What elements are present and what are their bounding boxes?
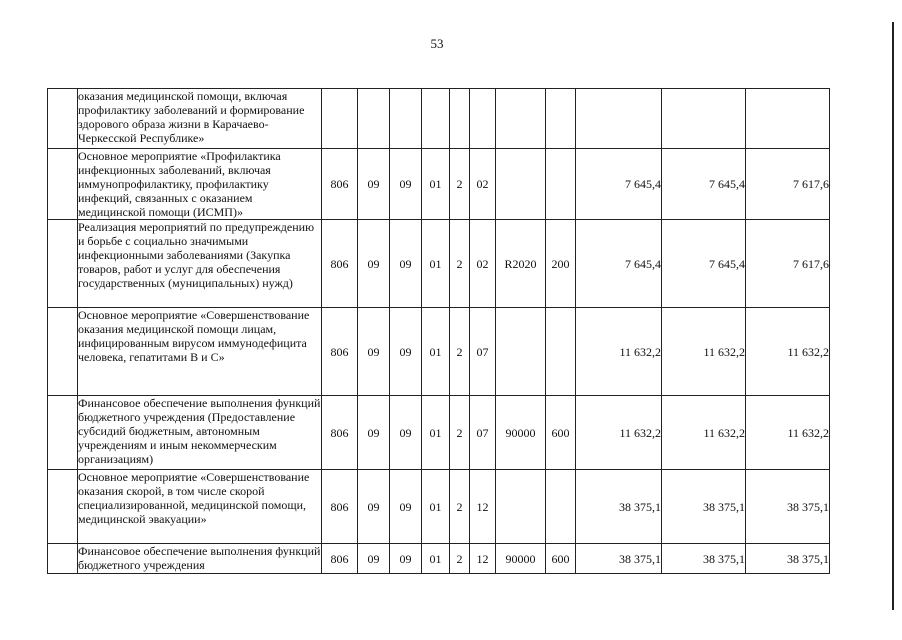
table-row — [48, 308, 830, 396]
amount-cell-v3: 7 617,6 — [746, 220, 830, 308]
code-cell-c1: 806 — [322, 308, 358, 396]
code-cell-c2 — [358, 89, 390, 149]
amount-cell-v3: 11 632,2 — [746, 308, 830, 396]
code-cell-c4 — [422, 89, 450, 149]
code-cell-c8: 200 — [546, 220, 576, 308]
amount-cell-v2: 11 632,2 — [662, 308, 746, 396]
code-cell-c7: R2020 — [496, 220, 546, 308]
row-name-cell: Основное мероприятие «Профилактика инфекционных заболеваний, включая иммунопрофилактику, профилактику инфекций, связанных с оказанием медицинской помощи (ИСМП)» — [78, 149, 322, 220]
amount-cell-v1: 38 375,1 — [576, 544, 662, 574]
code-cell-c7: 90000 — [496, 396, 546, 470]
code-cell-c2: 09 — [358, 149, 390, 220]
row-name-cell: Основное мероприятие «Совершенствование оказания медицинской помощи лицам, инфицированным вирусом иммунодефицита человека, гепатитами В и С» — [78, 308, 322, 396]
amount-cell-v1: 11 632,2 — [576, 308, 662, 396]
code-cell-c3: 09 — [390, 470, 422, 544]
code-cell-c2: 09 — [358, 470, 390, 544]
code-cell-c1: 806 — [322, 149, 358, 220]
blank-cell — [48, 220, 78, 308]
code-cell-c1: 806 — [322, 470, 358, 544]
code-cell-c4: 01 — [422, 149, 450, 220]
blank-cell — [48, 396, 78, 470]
row-name-cell: Основное мероприятие «Совершенствование оказания скорой, в том числе скорой специализированной, медицинской помощи, медицинской эвакуации» — [78, 470, 322, 544]
code-cell-c2: 09 — [358, 396, 390, 470]
code-cell-c1: 806 — [322, 220, 358, 308]
amount-cell-v2: 38 375,1 — [662, 544, 746, 574]
code-cell-c1: 806 — [322, 396, 358, 470]
code-cell-c6: 02 — [470, 149, 496, 220]
blank-cell — [48, 544, 78, 574]
code-cell-c6: 07 — [470, 396, 496, 470]
table-row — [48, 220, 830, 308]
table-row — [48, 149, 830, 220]
code-cell-c4: 01 — [422, 544, 450, 574]
row-name-cell: оказания медицинской помощи, включая профилактику заболеваний и формирование здорового образа жизни в Карачаево-Черкесской Республике» — [78, 89, 322, 149]
code-cell-c8 — [546, 308, 576, 396]
code-cell-c6: 07 — [470, 308, 496, 396]
code-cell-c3: 09 — [390, 149, 422, 220]
amount-cell-v2: 11 632,2 — [662, 396, 746, 470]
code-cell-c4: 01 — [422, 396, 450, 470]
table-row — [48, 89, 830, 149]
code-cell-c2: 09 — [358, 220, 390, 308]
amount-cell-v2 — [662, 89, 746, 149]
amount-cell-v1: 7 645,4 — [576, 149, 662, 220]
table-row — [48, 544, 830, 574]
row-name-cell: Финансовое обеспечение выполнения функций бюджетного учреждения (Предоставление субсидий бюджетным, автономным учреждениям и иным некоммерческим организациям) — [78, 396, 322, 470]
page-edge-line — [892, 22, 894, 610]
code-cell-c4: 01 — [422, 220, 450, 308]
code-cell-c8: 600 — [546, 544, 576, 574]
amount-cell-v1: 7 645,4 — [576, 220, 662, 308]
amount-cell-v1: 38 375,1 — [576, 470, 662, 544]
code-cell-c7 — [496, 89, 546, 149]
code-cell-c8 — [546, 149, 576, 220]
code-cell-c7 — [496, 149, 546, 220]
row-name-cell: Реализация мероприятий по предупреждению и борьбе с социально значимыми инфекционными заболеваниями (Закупка товаров, работ и услуг для обеспечения государственных (муниципальных) нужд) — [78, 220, 322, 308]
blank-cell — [48, 149, 78, 220]
code-cell-c3: 09 — [390, 220, 422, 308]
code-cell-c6: 12 — [470, 544, 496, 574]
budget-table — [47, 88, 830, 574]
code-cell-c6: 02 — [470, 220, 496, 308]
blank-cell — [48, 89, 78, 149]
code-cell-c6: 12 — [470, 470, 496, 544]
amount-cell-v3: 38 375,1 — [746, 544, 830, 574]
code-cell-c7 — [496, 470, 546, 544]
code-cell-c7 — [496, 308, 546, 396]
amount-cell-v2: 7 645,4 — [662, 149, 746, 220]
code-cell-c8 — [546, 89, 576, 149]
code-cell-c3: 09 — [390, 396, 422, 470]
table-row — [48, 470, 830, 544]
code-cell-c5: 2 — [450, 149, 470, 220]
code-cell-c6 — [470, 89, 496, 149]
row-name-cell: Финансовое обеспечение выполнения функций бюджетного учреждения — [78, 544, 321, 572]
code-cell-c3: 09 — [390, 544, 422, 574]
amount-cell-v3 — [746, 89, 830, 149]
code-cell-c5: 2 — [450, 470, 470, 544]
blank-cell — [48, 308, 78, 396]
code-cell-c1: 806 — [322, 544, 358, 574]
amount-cell-v3: 11 632,2 — [746, 396, 830, 470]
code-cell-c4: 01 — [422, 308, 450, 396]
code-cell-c2: 09 — [358, 308, 390, 396]
code-cell-c1 — [322, 89, 358, 149]
amount-cell-v2: 7 645,4 — [662, 220, 746, 308]
code-cell-c5: 2 — [450, 220, 470, 308]
blank-cell — [48, 470, 78, 544]
amount-cell-v1 — [576, 89, 662, 149]
code-cell-c8: 600 — [546, 396, 576, 470]
code-cell-c5: 2 — [450, 308, 470, 396]
table-row — [48, 396, 830, 470]
code-cell-c8 — [546, 470, 576, 544]
code-cell-c7: 90000 — [496, 544, 546, 574]
amount-cell-v1: 11 632,2 — [576, 396, 662, 470]
code-cell-c4: 01 — [422, 470, 450, 544]
page-number: 53 — [430, 36, 444, 51]
code-cell-c5: 2 — [450, 544, 470, 574]
amount-cell-v2: 38 375,1 — [662, 470, 746, 544]
code-cell-c5: 2 — [450, 396, 470, 470]
code-cell-c3: 09 — [390, 308, 422, 396]
code-cell-c2: 09 — [358, 544, 390, 574]
amount-cell-v3: 7 617,6 — [746, 149, 830, 220]
code-cell-c3 — [390, 89, 422, 149]
code-cell-c5 — [450, 89, 470, 149]
amount-cell-v3: 38 375,1 — [746, 470, 830, 544]
